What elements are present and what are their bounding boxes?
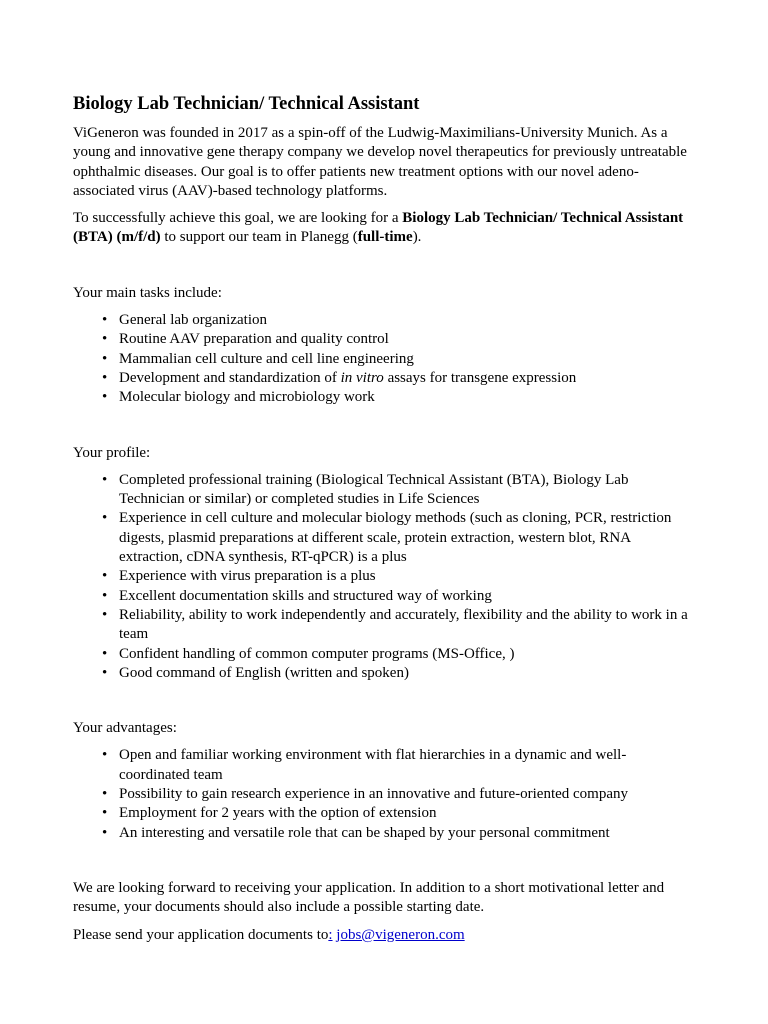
list-item: • Confident handling of common computer programs (MS-Office, )	[119, 645, 693, 664]
page-title: Biology Lab Technician/ Technical Assistant	[73, 94, 420, 114]
goal-text-3: ).	[412, 229, 422, 246]
contact-paragraph	[73, 926, 693, 945]
goal-paragraph	[73, 209, 693, 248]
profile-heading: Your profile:	[73, 444, 151, 461]
list-item: • Experience with virus preparation is a plus	[119, 567, 693, 586]
list-item: • Possibility to gain research experience in an innovative and future-oriented company	[119, 785, 693, 804]
profile-list	[73, 471, 693, 683]
list-item-text: Development and standardization of	[119, 369, 341, 386]
tasks-heading: Your main tasks include:	[73, 284, 222, 301]
list-item-italic: in vitro	[340, 369, 384, 386]
advantages-list	[73, 746, 693, 842]
email-link[interactable]: jobs@vigeneron.com	[336, 926, 465, 943]
list-item-text: assays for transgene expression	[383, 369, 577, 386]
closing-paragraph: We are looking forward to receiving your application. In addition to a short motivational letter and resume, your documents should also include a possible starting date.	[73, 879, 665, 916]
list-item: • Completed professional training (Biological Technical Assistant (BTA), Biology Lab Technician or similar) or completed studies in Life Sciences	[119, 471, 693, 510]
list-item: • Reliability, ability to work independently and accurately, flexibility and the ability to work in a team	[119, 606, 693, 645]
list-item: • Mammalian cell culture and cell line engineering	[119, 350, 693, 369]
list-item: • Excellent documentation skills and structured way of working	[119, 587, 693, 606]
document-page	[73, 92, 693, 953]
tasks-list	[73, 311, 693, 407]
contact-colon: :	[328, 926, 333, 943]
employment-type: full-time	[357, 229, 413, 246]
goal-text-1: To successfully achieve this goal, we are looking for a	[73, 210, 403, 227]
intro-paragraph: ViGeneron was founded in 2017 as a spin-off of the Ludwig-Maximilians-University Munich. As a young and innovative gene therapy company we develop novel therapeutics for previously untreatable ophthalmic diseases. Our goal is to offer patients new treatment options with our novel adeno-associated virus (AAV)-based technology platforms.	[73, 125, 687, 199]
list-item	[119, 369, 693, 388]
list-item: • Routine AAV preparation and quality control	[119, 330, 693, 349]
list-item: • Molecular biology and microbiology work	[119, 388, 693, 407]
list-item: • Open and familiar working environment with flat hierarchies in a dynamic and well-coordinated team	[119, 746, 693, 785]
contact-prefix: Please send your application documents to	[73, 926, 329, 943]
list-item: • Employment for 2 years with the option of extension	[119, 804, 693, 823]
list-item: • Experience in cell culture and molecular biology methods (such as cloning, PCR, restriction digests, plasmid preparations at different scale, protein extraction, western blot, RNA extraction, cDNA synthesis, RT-qPCR) is a plus	[119, 509, 693, 567]
position-title: Biology Lab Technician/ Technical Assistant (BTA) (m/f/d)	[73, 210, 684, 246]
list-item: • Good command of English (written and spoken)	[119, 664, 693, 683]
list-item: • An interesting and versatile role that can be shaped by your personal commitment	[119, 824, 693, 843]
advantages-heading: Your advantages:	[73, 720, 177, 737]
goal-text-2: to support our team in Planegg (	[160, 229, 358, 246]
list-item: • General lab organization	[119, 311, 693, 330]
